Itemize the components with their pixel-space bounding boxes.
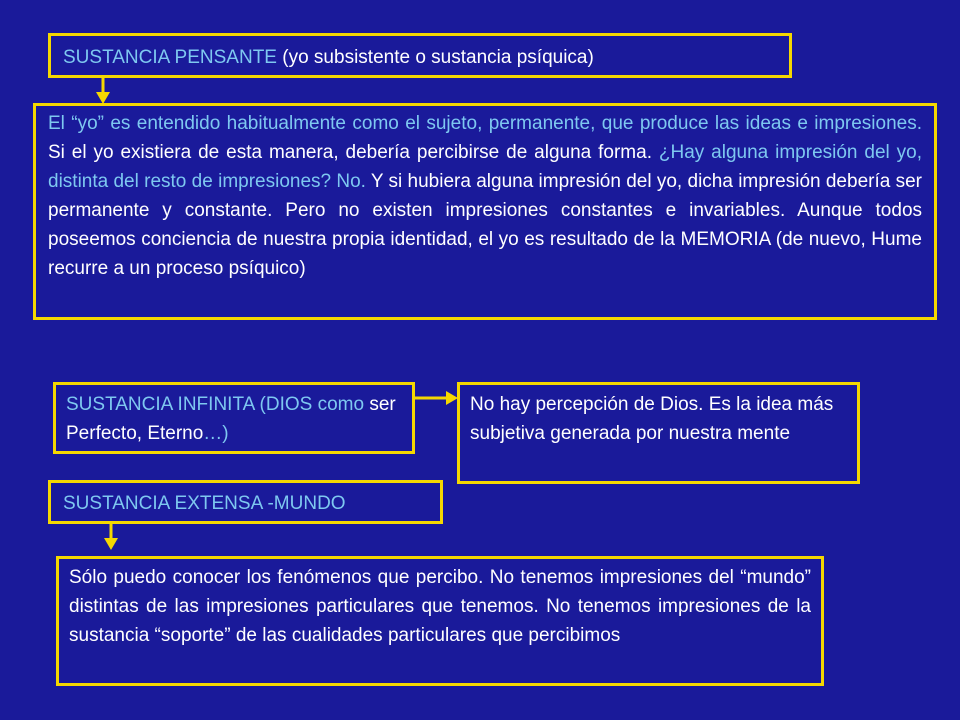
yo-explanation-box xyxy=(33,103,937,320)
yo-text-part2: Si el yo existiera de esta manera, debería percibirse de alguna forma. xyxy=(48,142,659,163)
mundo-explanation-box xyxy=(56,556,824,686)
infinita-text-part1: SUSTANCIA INFINITA (DIOS como xyxy=(66,394,365,415)
extensa-title: SUSTANCIA EXTENSA -MUNDO xyxy=(63,493,346,514)
arrow-infinita-to-dios xyxy=(415,391,458,405)
sustancia-extensa-box xyxy=(48,480,443,524)
dios-perception-box xyxy=(457,382,860,484)
dios-text: No hay percepción de Dios. Es la idea más subjetiva generada por nuestra mente xyxy=(470,394,834,444)
sustancia-infinita-box xyxy=(53,382,415,454)
arrow-pensante-to-text xyxy=(96,78,110,104)
yo-text-part4: Y si hubiera alguna impresión del yo, dicha impresión debería ser permanente y constante. Pero no existen impresiones constantes e invariables xyxy=(48,171,922,221)
arrow-extensa-to-mundo xyxy=(104,524,118,550)
yo-text-part1: El “yo” es entendido habitualmente como el sujeto, permanente, que produce las ideas e impresiones. xyxy=(48,113,922,134)
infinita-text-part3: …) xyxy=(203,423,229,444)
mundo-text: Sólo puedo conocer los fenómenos que percibo. No tenemos impresiones del “mundo” distintas de las impresiones particulares que tenemos. No tenemos impresiones de la sustancia “soporte” de las cualidades particulares que percibimos xyxy=(69,567,811,646)
yo-text-part3: ¿Hay alguna impresión del yo, distinta del resto de impresiones? No. xyxy=(48,142,922,192)
yo-text-part5: . Aunque todos poseemos conciencia de nuestra propia identidad, el yo es resultado de la MEMORIA (de nuevo, Hume recurre a un proceso psíquico) xyxy=(48,200,923,279)
sustancia-pensante-title: SUSTANCIA PENSANTE xyxy=(63,47,277,68)
sustancia-pensante-box xyxy=(48,33,792,78)
infinita-text-part2: ser Perfecto, Eterno xyxy=(66,394,396,444)
sustancia-pensante-subtitle: (yo subsistente o sustancia psíquica) xyxy=(276,47,594,68)
